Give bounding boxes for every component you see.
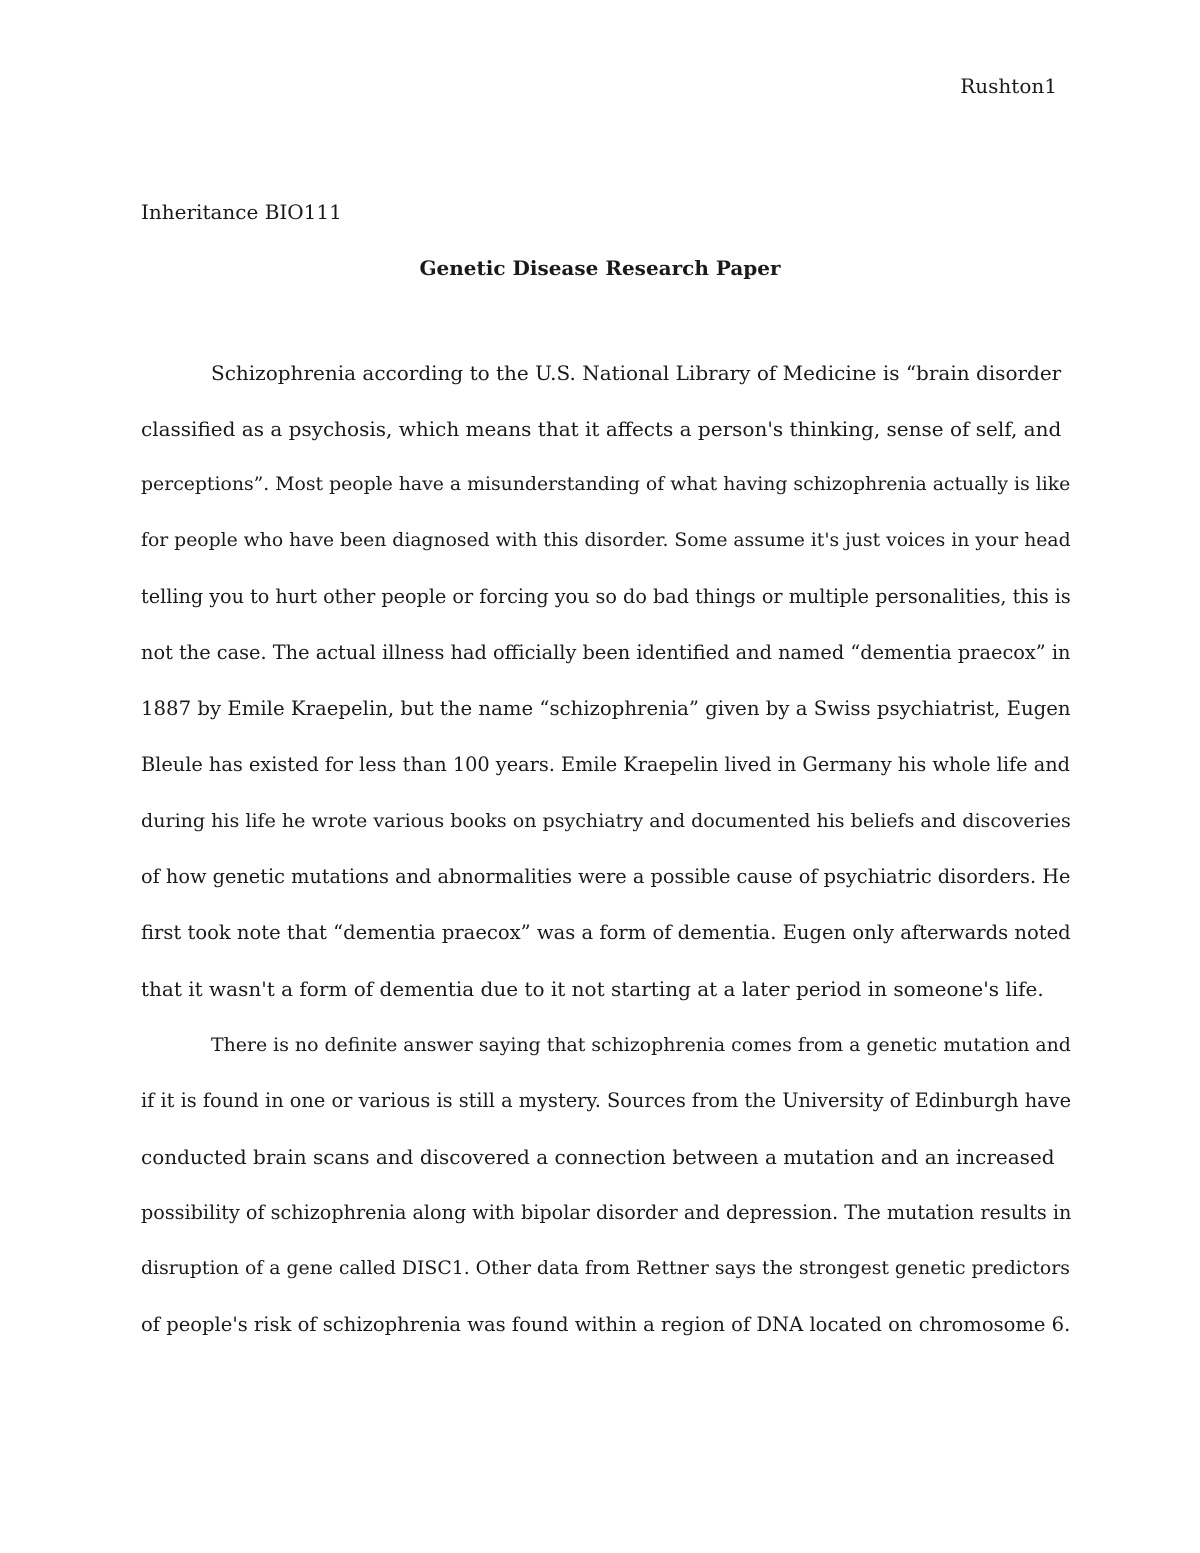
paragraph-line: of how genetic mutations and abnormalities were a possible cause of psychiatric disorders. He <box>141 865 1071 888</box>
paragraph-line: telling you to hurt other people or forcing you so do bad things or multiple personalities, this is <box>141 585 1071 608</box>
paragraph-line: during his life he wrote various books on psychiatry and documented his beliefs and discoveries <box>141 810 1071 832</box>
paper-title: Genetic Disease Research Paper <box>419 256 781 280</box>
paragraph-line: Schizophrenia according to the U.S. National Library of Medicine is “brain disorder <box>211 361 1062 385</box>
paragraph-line: not the case. The actual illness had officially been identified and named “dementia praecox” in <box>141 641 1071 664</box>
paragraph-line: perceptions”. Most people have a misunderstanding of what having schizophrenia actually is like <box>141 474 1071 495</box>
paragraph-line: that it wasn't a form of dementia due to it not starting at a later period in someone's life. <box>141 977 1044 1001</box>
paragraph-line: 1887 by Emile Kraepelin, but the name “schizophrenia” given by a Swiss psychiatrist, Eugen <box>141 697 1071 720</box>
paragraph-line: Bleule has existed for less than 100 years. Emile Kraepelin lived in Germany his whole life and <box>141 753 1071 776</box>
paragraph-line: first took note that “dementia praecox” was a form of dementia. Eugen only afterwards noted <box>141 921 1071 944</box>
paragraph-1 <box>141 355 1071 1027</box>
paragraph-line: disruption of a gene called DISC1. Other data from Rettner says the strongest genetic predictors <box>141 1258 1070 1279</box>
paragraph-line: classified as a psychosis, which means that it affects a person's thinking, sense of self, and <box>141 417 1062 441</box>
paragraph-line: of people's risk of schizophrenia was found within a region of DNA located on chromosome 6. <box>141 1313 1071 1336</box>
paper-body <box>141 355 1071 1363</box>
course-label: Inheritance BIO111 <box>141 200 342 224</box>
paragraph-line: There is no definite answer saying that schizophrenia comes from a genetic mutation and <box>211 1034 1071 1056</box>
page-header: Rushton1 <box>960 74 1057 98</box>
paragraph-line: for people who have been diagnosed with this disorder. Some assume it's just voices in your head <box>141 530 1071 551</box>
paragraph-line: conducted brain scans and discovered a connection between a mutation and an increased <box>141 1145 1055 1169</box>
paragraph-line: possibility of schizophrenia along with bipolar disorder and depression. The mutation results in <box>141 1201 1072 1224</box>
paragraph-line: if it is found in one or various is still a mystery. Sources from the University of Edinburgh have <box>141 1089 1072 1112</box>
paragraph-2 <box>141 1027 1071 1363</box>
